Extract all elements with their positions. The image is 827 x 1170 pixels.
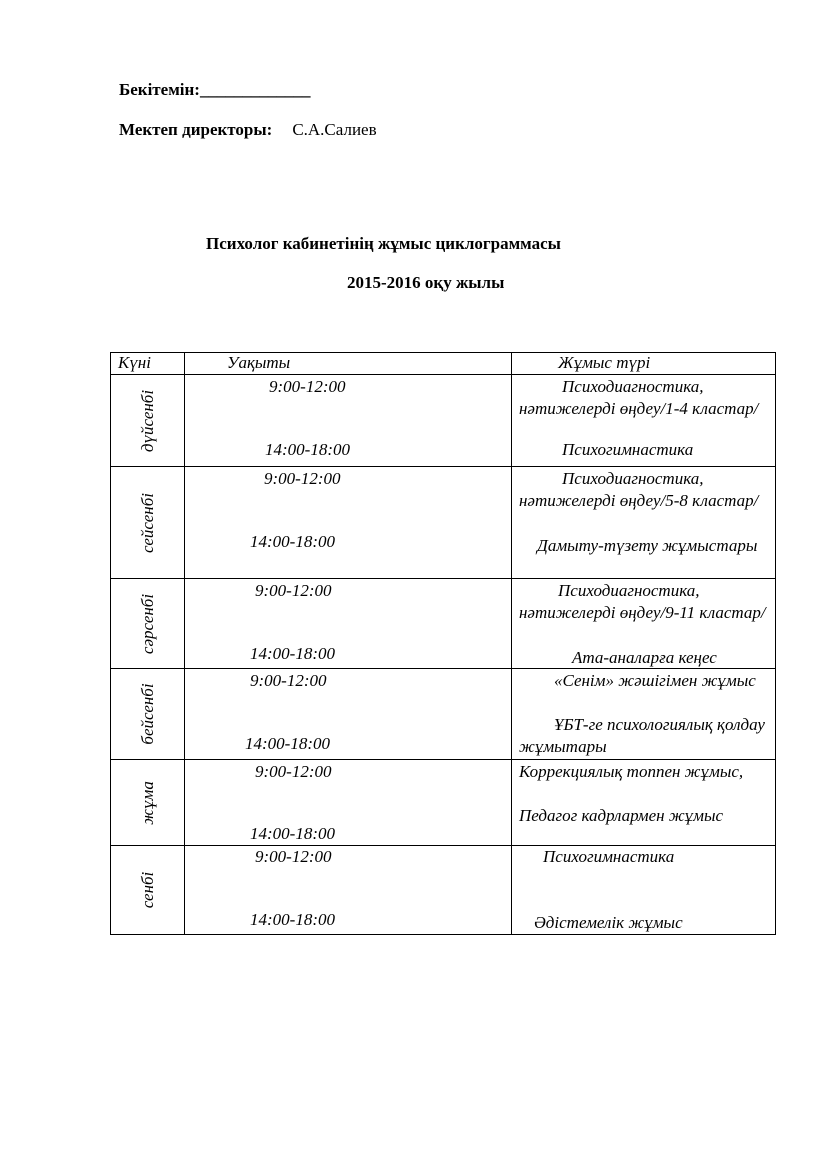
schedule-table <box>110 352 776 935</box>
time-afternoon: 14:00-18:00 <box>250 910 335 929</box>
work-morning: Психодиагностика, <box>562 377 704 396</box>
time-morning: 9:00-12:00 <box>255 762 332 781</box>
approval-line <box>119 80 310 100</box>
time-afternoon: 14:00-18:00 <box>245 734 330 753</box>
time-cell <box>185 467 512 579</box>
time-morning: 9:00-12:00 <box>269 377 346 396</box>
work-morning: Психогимнастика <box>543 847 675 866</box>
work-morning: «Сенім» жәшігімен жұмыс <box>554 671 756 690</box>
time-afternoon: 14:00-18:00 <box>250 644 335 663</box>
time-morning: 9:00-12:00 <box>264 469 341 488</box>
approve-label: Бекітемін: <box>119 80 200 99</box>
work-afternoon: Психогимнастика <box>562 440 694 459</box>
work-afternoon-detail: жұмытары <box>519 737 607 756</box>
time-morning: 9:00-12:00 <box>255 847 332 866</box>
work-morning: Психодиагностика, <box>558 581 700 600</box>
day-cell <box>111 846 185 935</box>
work-morning-detail: нәтижелерді өңдеу/9-11 кластар/ <box>519 603 766 622</box>
work-cell <box>512 375 776 467</box>
signature-blank: _____________ <box>199 80 311 99</box>
day-name: жұма <box>137 780 157 825</box>
time-cell <box>185 579 512 669</box>
academic-year: 2015-2016 оқу жылы <box>347 273 505 292</box>
day-cell <box>111 669 185 760</box>
time-afternoon: 14:00-18:00 <box>250 532 335 551</box>
document-title: Психолог кабинетінің жұмыс циклограммасы <box>206 234 561 253</box>
day-name: дүйсенбі <box>137 389 157 452</box>
day-cell <box>111 375 185 467</box>
work-morning: Коррекциялық топпен жұмыс, <box>519 762 744 781</box>
time-morning: 9:00-12:00 <box>255 581 332 600</box>
time-cell <box>185 846 512 935</box>
time-cell <box>185 760 512 846</box>
time-morning: 9:00-12:00 <box>250 671 327 690</box>
table-row <box>111 467 776 579</box>
day-cell <box>111 760 185 846</box>
director-name: С.А.Салиев <box>292 120 377 139</box>
header-day: Күні <box>111 353 185 375</box>
time-cell <box>185 375 512 467</box>
work-morning-detail: нәтижелерді өңдеу/1-4 кластар/ <box>519 399 759 418</box>
work-afternoon: Әдістемелік жұмыс <box>534 913 683 932</box>
header-time: Уақыты <box>185 353 512 375</box>
work-morning: Психодиагностика, <box>562 469 704 488</box>
work-morning-detail: нәтижелерді өңдеу/5-8 кластар/ <box>519 491 759 510</box>
work-cell <box>512 579 776 669</box>
table-header-row <box>111 353 776 375</box>
day-cell <box>111 579 185 669</box>
day-name: сейсенбі <box>137 492 157 553</box>
day-cell <box>111 467 185 579</box>
director-line <box>119 120 377 140</box>
work-cell <box>512 846 776 935</box>
table-row <box>111 760 776 846</box>
time-cell <box>185 669 512 760</box>
day-name: сенбі <box>137 871 157 909</box>
work-afternoon: ҰБТ-ге психологиялық қолдау <box>554 715 765 734</box>
table-row <box>111 375 776 467</box>
header-work: Жұмыс түрі <box>512 353 776 375</box>
table-row <box>111 579 776 669</box>
table-row <box>111 846 776 935</box>
work-afternoon: Ата-аналарға кеңес <box>572 648 717 667</box>
work-cell <box>512 760 776 846</box>
work-cell <box>512 467 776 579</box>
time-afternoon: 14:00-18:00 <box>265 440 350 459</box>
work-afternoon: Педагог кадрлармен жұмыс <box>519 806 724 825</box>
table-row <box>111 669 776 760</box>
day-name: сәрсенбі <box>137 593 157 654</box>
day-name: бейсенбі <box>137 683 157 745</box>
director-label: Мектеп директоры: <box>119 120 273 139</box>
work-afternoon: Дамыту-түзету жұмыстары <box>537 536 758 555</box>
work-cell <box>512 669 776 760</box>
time-afternoon: 14:00-18:00 <box>250 824 335 843</box>
